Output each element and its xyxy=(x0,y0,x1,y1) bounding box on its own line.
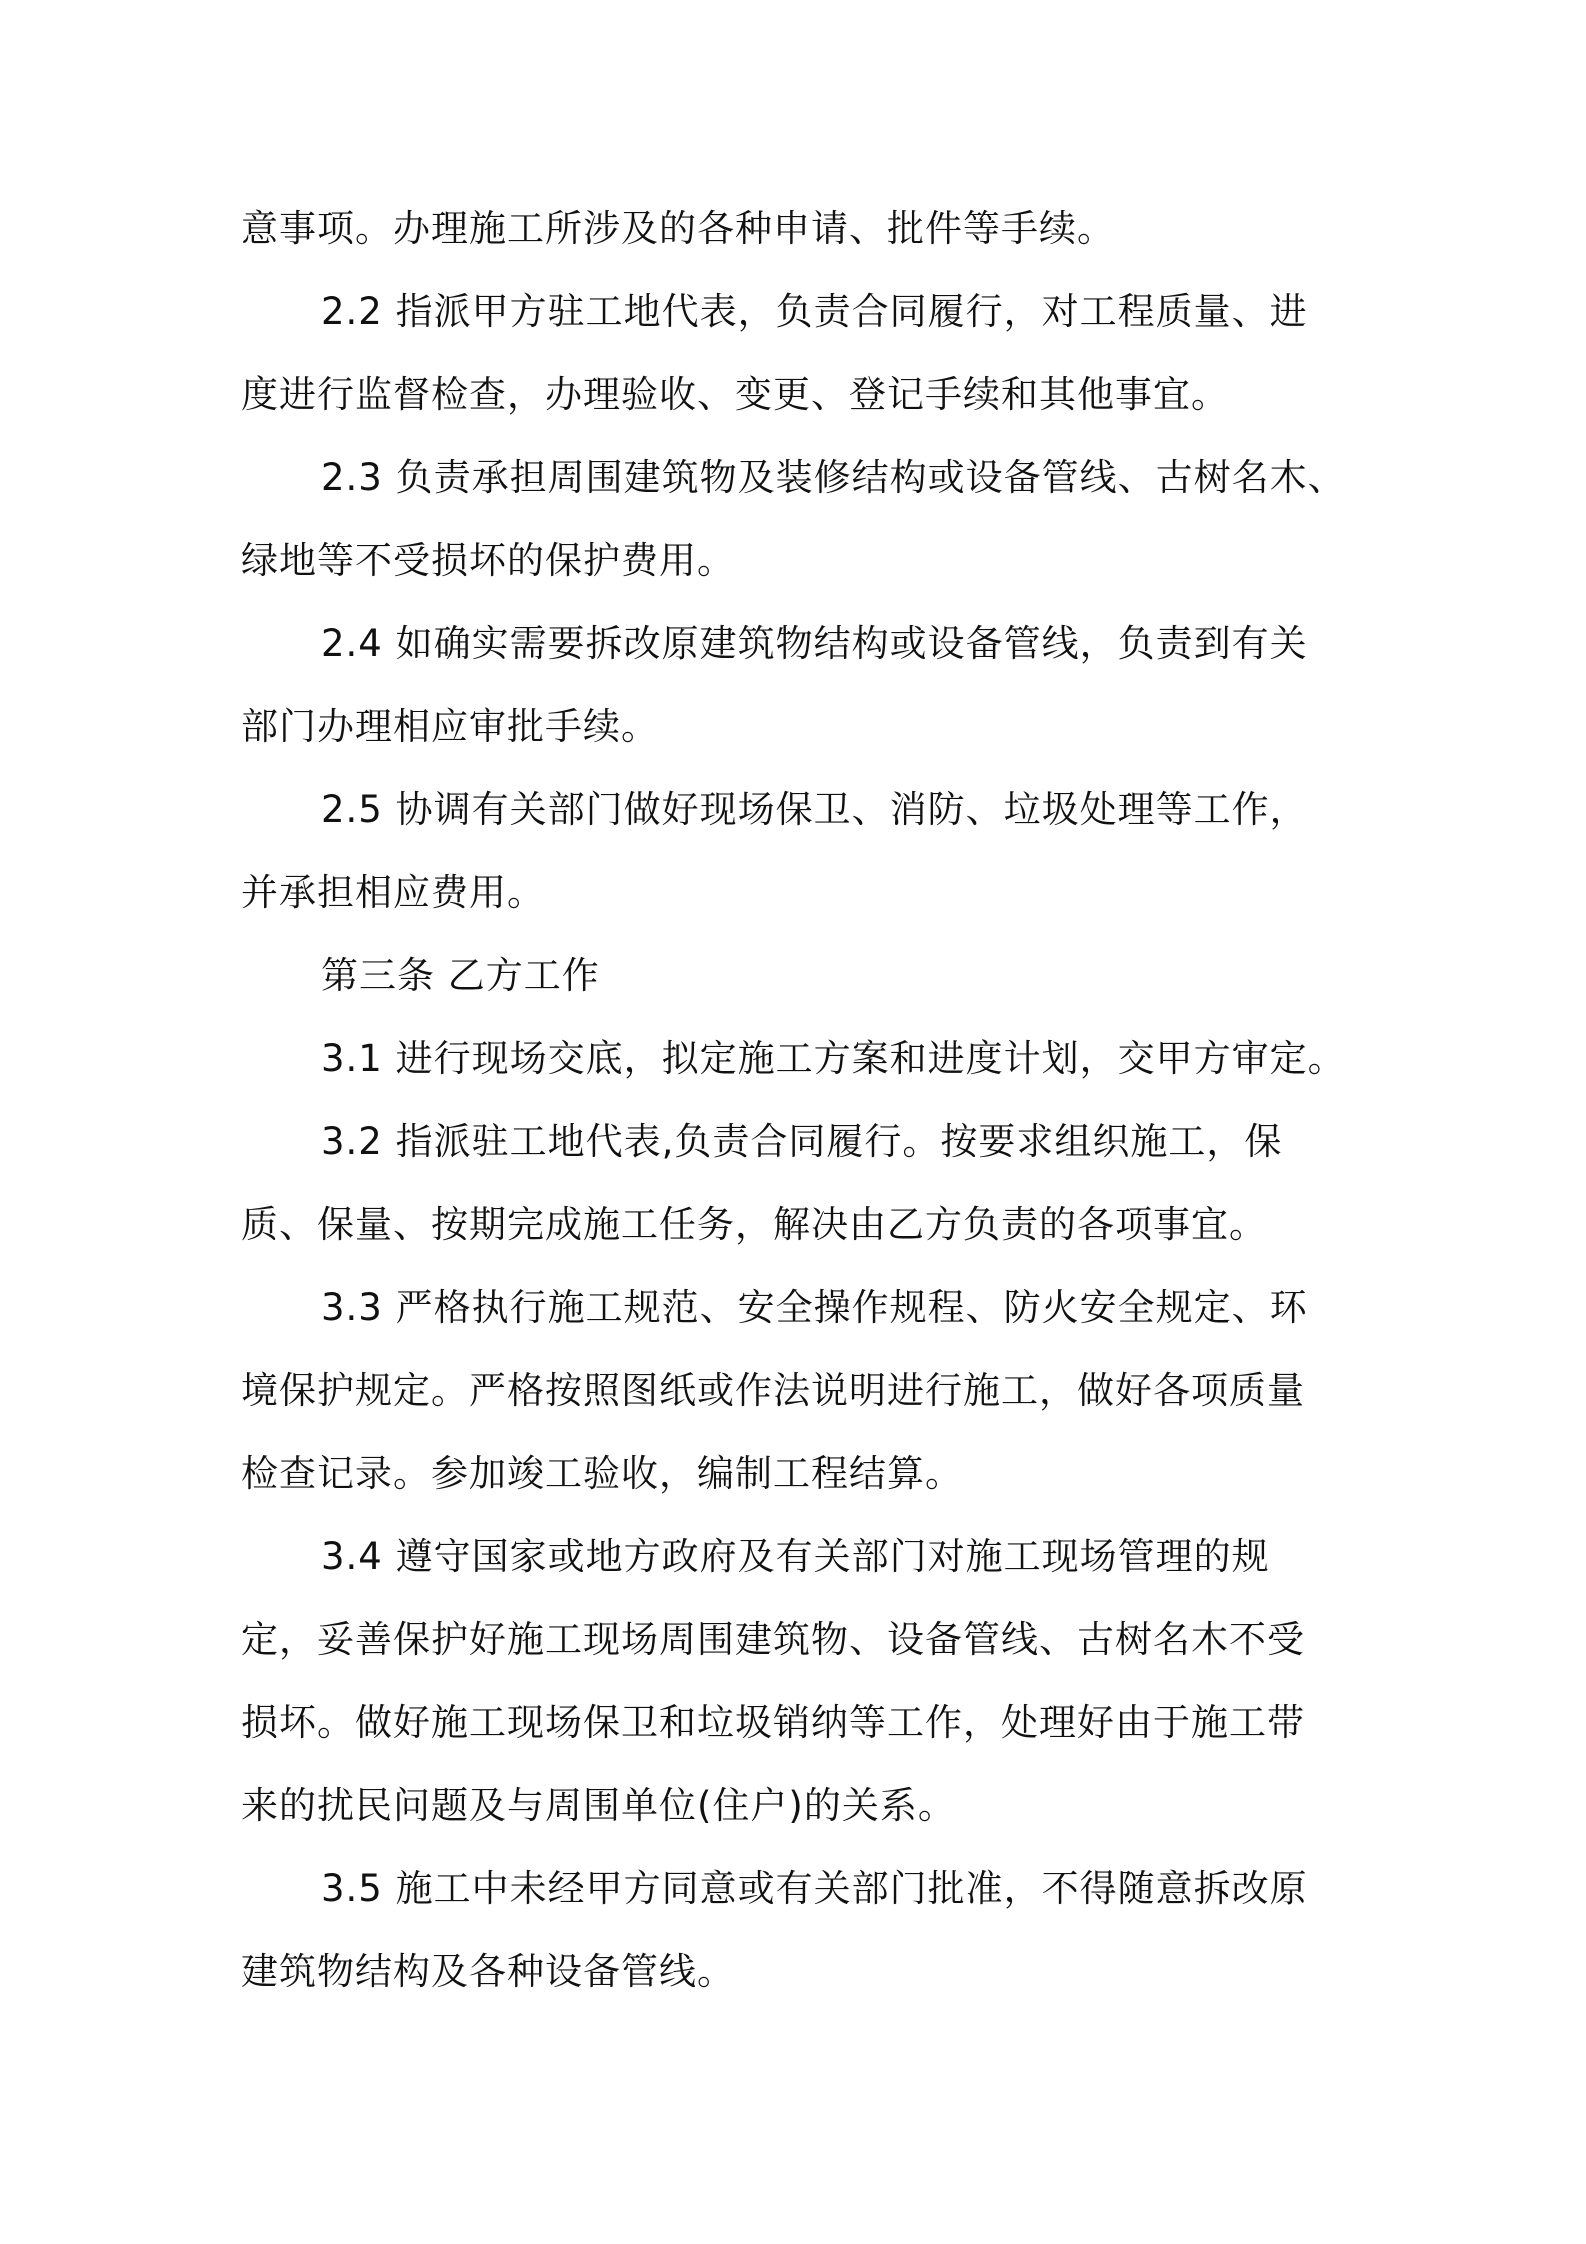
text-line: 3.5 施工中未经甲方同意或有关部门批准，不得随意拆改原 xyxy=(321,1867,1308,1910)
text-line: 检查记录。参加竣工验收，编制工程结算。 xyxy=(241,1452,963,1495)
text-line: 绿地等不受损坏的保护费用。 xyxy=(241,539,735,582)
text-line: 3.3 严格执行施工规范、安全操作规程、防火安全规定、环 xyxy=(321,1286,1308,1329)
text-line: 建筑物结构及各种设备管线。 xyxy=(241,1950,735,1993)
text-line: 3.4 遵守国家或地方政府及有关部门对施工现场管理的规 xyxy=(321,1535,1270,1578)
text-line: 2.5 协调有关部门做好现场保卫、消防、垃圾处理等工作， xyxy=(321,788,1308,831)
text-line: 境保护规定。严格按照图纸或作法说明进行施工，做好各项质量 xyxy=(241,1369,1305,1412)
text-line: 3.1 进行现场交底，拟定施工方案和进度计划，交甲方审定。 xyxy=(321,1037,1346,1080)
text-line: 2.4 如确实需要拆改原建筑物结构或设备管线，负责到有关 xyxy=(321,622,1308,665)
section-heading: 第三条 乙方工作 xyxy=(321,954,600,997)
text-line: 定，妥善保护好施工现场周围建筑物、设备管线、古树名木不受 xyxy=(241,1618,1305,1661)
text-line: 部门办理相应审批手续。 xyxy=(241,705,659,748)
text-line: 损坏。做好施工现场保卫和垃圾销纳等工作，处理好由于施工带 xyxy=(241,1701,1305,1744)
text-line: 质、保量、按期完成施工任务，解决由乙方负责的各项事宜。 xyxy=(241,1203,1267,1246)
text-line: 2.2 指派甲方驻工地代表，负责合同履行，对工程质量、进 xyxy=(321,290,1308,333)
text-line: 3.2 指派驻工地代表,负责合同履行。按要求组织施工，保 xyxy=(321,1120,1283,1163)
text-line: 并承担相应费用。 xyxy=(241,871,545,914)
text-line: 意事项。办理施工所涉及的各种申请、批件等手续。 xyxy=(241,207,1115,250)
text-line: 来的扰民问题及与周围单位(住户)的关系。 xyxy=(241,1784,956,1827)
text-line: 度进行监督检查，办理验收、变更、登记手续和其他事宜。 xyxy=(241,373,1229,416)
text-line: 2.3 负责承担周围建筑物及装修结构或设备管线、古树名木、 xyxy=(321,456,1346,499)
